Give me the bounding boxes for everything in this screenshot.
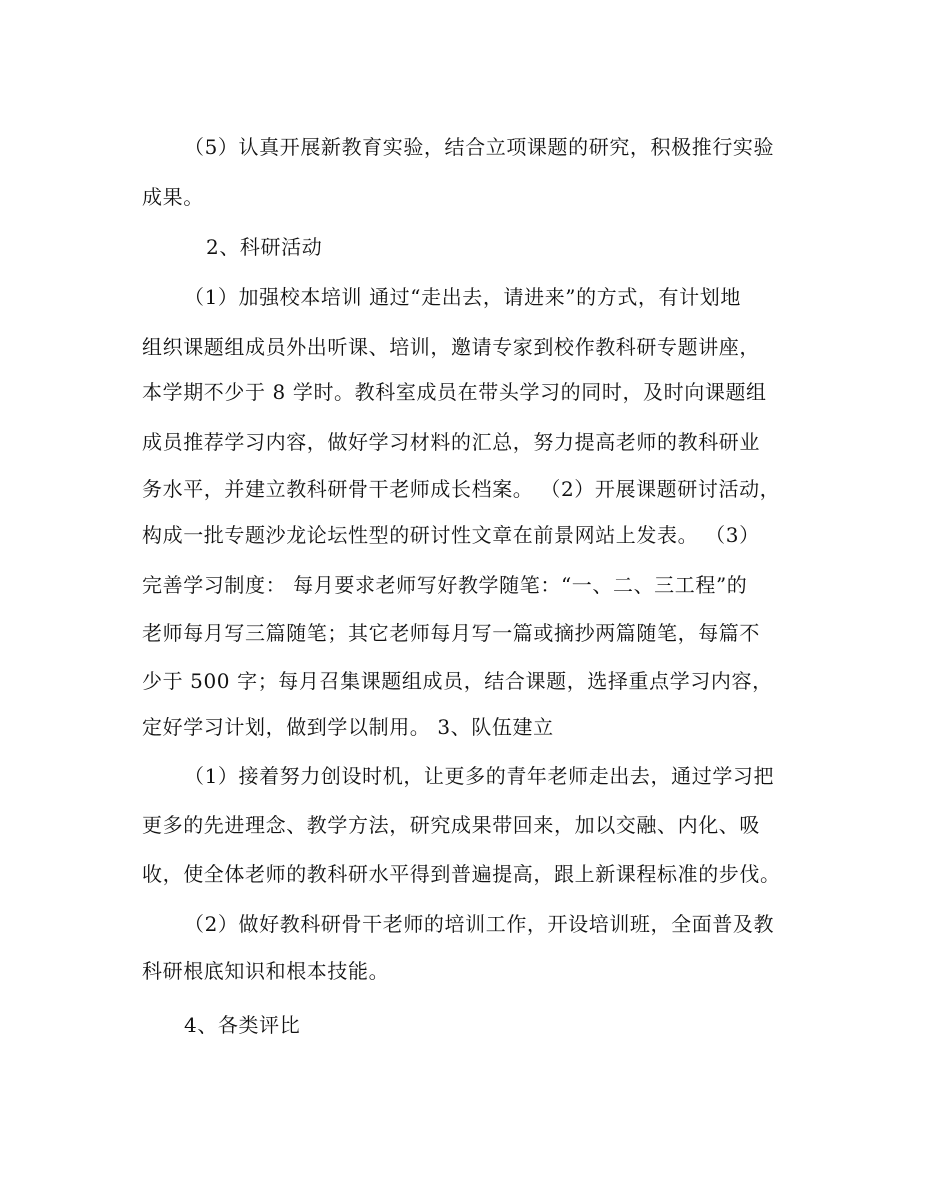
text-line: 更多的先进理念、教学方法，研究成果带回来，加以交融、内化、吸 — [142, 813, 760, 837]
section-heading: 4、各类评比 — [184, 1013, 301, 1037]
text-line: 收，使全体老师的教科研水平得到普遍提高，跟上新课程标准的步伐。 — [142, 862, 781, 886]
text-line: 定好学习计划，做到学以制用。 3、队伍建立 — [142, 715, 554, 739]
text-line: 本学期不少于 8 学时。教科室成员在带头学习的同时，及时向课题组 — [142, 380, 767, 404]
text-line: （5）认真开展新教育实验，结合立项课题的研究，积极推行实验 — [184, 135, 775, 159]
section-heading: 2、科研活动 — [206, 235, 323, 259]
text-line: （1）加强校本培训 通过“走出去，请进来”的方式，有计划地 — [184, 285, 741, 309]
text-line: 构成一批专题沙龙论坛性型的研讨性文章在前景网站上发表。 （3） — [142, 523, 760, 547]
text-line: 务水平，并建立教科研骨干老师成长档案。 （2）开展课题研讨活动， — [142, 477, 781, 501]
text-line: 老师每月写三篇随笔；其它老师每月写一篇或摘抄两篇随笔，每篇不 — [142, 621, 760, 645]
text-line: 科研根底知识和根本技能。 — [142, 959, 390, 983]
text-line: 成员推荐学习内容，做好学习材料的汇总，努力提高老师的教科研业 — [142, 430, 760, 454]
text-line: （1）接着努力创设时机，让更多的青年老师走出去，通过学习把 — [184, 764, 775, 788]
text-line: 少于 500 字；每月召集课题组成员，结合课题，选择重点学习内容， — [142, 669, 773, 693]
text-line: 完善学习制度： 每月要求老师写好教学随笔：“一、二、三工程”的 — [142, 573, 748, 597]
text-line: （2）做好教科研骨干老师的培训工作，开设培训班，全面普及教 — [184, 912, 775, 936]
text-line: 组织课题组成员外出听课、培训，邀请专家到校作教科研专题讲座， — [142, 335, 760, 359]
text-line: 成果。 — [142, 185, 204, 209]
